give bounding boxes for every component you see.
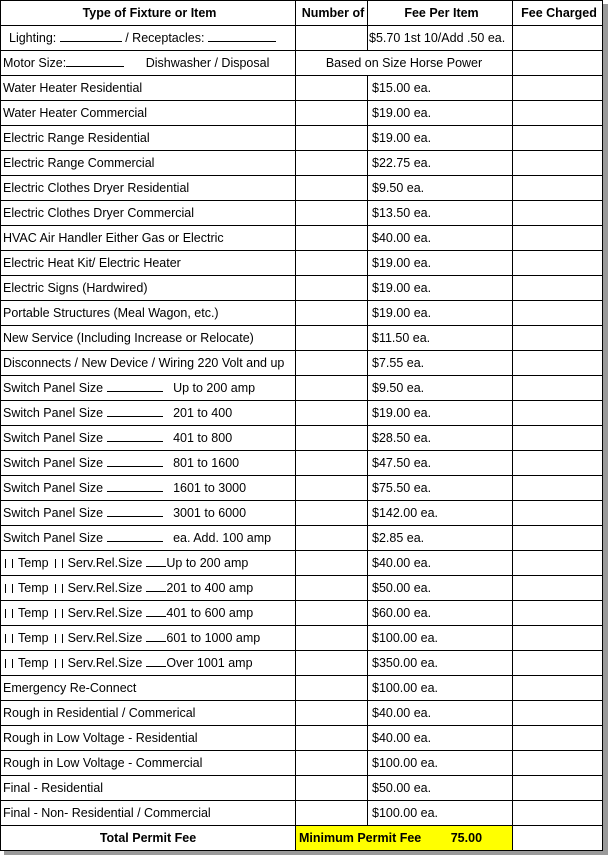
temp-checkbox[interactable] <box>5 609 13 618</box>
fee-charged-cell[interactable] <box>513 551 603 576</box>
fee-cell: $19.00 ea. <box>368 301 513 326</box>
fee-charged-cell[interactable] <box>513 526 603 551</box>
table-row <box>1 326 603 351</box>
lighting-label: Lighting: <box>9 31 57 45</box>
number-of-cell[interactable] <box>296 326 368 351</box>
fee-charged-cell[interactable] <box>513 226 603 251</box>
table-row <box>1 301 603 326</box>
number-of-cell[interactable] <box>296 26 368 51</box>
receptacles-label: / Receptacles: <box>125 31 205 45</box>
fee-cell: $19.00 ea. <box>368 251 513 276</box>
fee-cell: $19.00 ea. <box>368 101 513 126</box>
item-label: Water Heater Commercial <box>3 106 148 120</box>
serv-rel-checkbox[interactable] <box>55 609 63 618</box>
item-cell <box>1 401 296 426</box>
fee-charged-cell[interactable] <box>513 26 603 51</box>
fee-cell: $2.85 ea. <box>368 526 513 551</box>
temp-service-row <box>1 601 603 626</box>
switch-panel-label: Switch Panel Size <box>3 531 104 545</box>
number-of-cell[interactable] <box>296 776 368 801</box>
temp-checkbox[interactable] <box>5 634 13 643</box>
table-row <box>1 101 603 126</box>
table-row <box>1 76 603 101</box>
item-label: Emergency Re-Connect <box>3 681 137 695</box>
header-fee: Fee Per Item <box>368 1 513 26</box>
item-cell <box>1 476 296 501</box>
item-cell <box>1 551 296 576</box>
fee-cell: $60.00 ea. <box>368 601 513 626</box>
fee-charged-cell[interactable] <box>513 701 603 726</box>
fee-cell: $7.55 ea. <box>368 351 513 376</box>
number-of-cell[interactable] <box>296 301 368 326</box>
item-cell <box>1 526 296 551</box>
serv-rel-blank-field[interactable] <box>146 606 166 617</box>
number-of-cell[interactable] <box>296 601 368 626</box>
fee-cell: $15.00 ea. <box>368 76 513 101</box>
minimum-fee-label: Minimum Permit Fee <box>299 831 422 845</box>
temp-label: Temp <box>18 581 49 595</box>
lighting-cell <box>1 26 296 51</box>
fee-charged-cell[interactable] <box>513 476 603 501</box>
fee-cell: $19.00 ea. <box>368 401 513 426</box>
number-of-cell[interactable] <box>296 651 368 676</box>
switch-panel-range: 801 to 1600 <box>173 456 240 470</box>
temp-label: Temp <box>18 656 49 670</box>
serv-rel-blank-field[interactable] <box>146 656 166 667</box>
item-label: Rough in Low Voltage - Residential <box>3 731 198 745</box>
switch-panel-blank-field[interactable] <box>107 456 163 467</box>
number-of-cell[interactable] <box>296 526 368 551</box>
number-of-cell[interactable] <box>296 226 368 251</box>
item-cell <box>1 626 296 651</box>
item-cell <box>1 376 296 401</box>
fee-charged-cell[interactable] <box>513 401 603 426</box>
motor-cell <box>1 51 296 76</box>
fee-charged-cell[interactable] <box>513 726 603 751</box>
fee-cell: $100.00 ea. <box>368 626 513 651</box>
number-of-cell[interactable] <box>296 401 368 426</box>
total-permit-fee-label: Total Permit Fee <box>1 826 296 851</box>
temp-service-row <box>1 551 603 576</box>
fee-charged-cell[interactable] <box>513 576 603 601</box>
fee-charged-cell[interactable] <box>513 451 603 476</box>
fee-cell: $9.50 ea. <box>368 376 513 401</box>
temp-checkbox[interactable] <box>5 559 13 568</box>
switch-panel-row <box>1 501 603 526</box>
item-cell <box>1 276 296 301</box>
switch-panel-blank-field[interactable] <box>107 381 163 392</box>
item-label: Electric Range Commercial <box>3 156 155 170</box>
item-cell <box>1 751 296 776</box>
fee-cell: $11.50 ea. <box>368 326 513 351</box>
temp-label: Temp <box>18 631 49 645</box>
fee-charged-cell[interactable] <box>513 76 603 101</box>
table-row <box>1 676 603 701</box>
table-row <box>1 276 603 301</box>
switch-panel-blank-field[interactable] <box>107 406 163 417</box>
fee-charged-cell[interactable] <box>513 351 603 376</box>
item-cell <box>1 676 296 701</box>
fee-cell: $142.00 ea. <box>368 501 513 526</box>
number-of-cell[interactable] <box>296 251 368 276</box>
number-of-cell[interactable] <box>296 551 368 576</box>
fee-charged-cell[interactable] <box>513 776 603 801</box>
fee-cell: $100.00 ea. <box>368 801 513 826</box>
fee-charged-cell[interactable] <box>513 201 603 226</box>
item-label: Rough in Residential / Commerical <box>3 706 196 720</box>
item-label: Final - Residential <box>3 781 104 795</box>
fee-charged-cell[interactable] <box>513 751 603 776</box>
fee-cell: $40.00 ea. <box>368 551 513 576</box>
fee-cell: $100.00 ea. <box>368 676 513 701</box>
switch-panel-range: ea. Add. 100 amp <box>173 531 272 545</box>
number-of-cell[interactable] <box>296 426 368 451</box>
table-row <box>1 126 603 151</box>
switch-panel-label: Switch Panel Size <box>3 431 104 445</box>
number-of-cell[interactable] <box>296 351 368 376</box>
fee-cell: $40.00 ea. <box>368 726 513 751</box>
item-cell <box>1 201 296 226</box>
item-cell <box>1 701 296 726</box>
temp-label: Temp <box>18 606 49 620</box>
fee-cell: $22.75 ea. <box>368 151 513 176</box>
temp-service-row <box>1 651 603 676</box>
motor-row <box>1 51 603 76</box>
temp-checkbox[interactable] <box>5 659 13 668</box>
switch-panel-range: 401 to 800 <box>173 431 233 445</box>
item-cell <box>1 601 296 626</box>
serv-rel-size-label: Serv.Rel.Size <box>67 581 143 595</box>
serv-rel-size-label: Serv.Rel.Size <box>67 606 143 620</box>
number-of-cell[interactable] <box>296 101 368 126</box>
switch-panel-row <box>1 426 603 451</box>
number-of-cell[interactable] <box>296 201 368 226</box>
item-cell <box>1 351 296 376</box>
table-row <box>1 176 603 201</box>
serv-rel-blank-field[interactable] <box>146 631 166 642</box>
item-cell <box>1 801 296 826</box>
fee-charged-cell[interactable] <box>513 126 603 151</box>
fee-charged-cell[interactable] <box>513 151 603 176</box>
item-cell <box>1 726 296 751</box>
fee-charged-cell[interactable] <box>513 101 603 126</box>
fee-cell: $40.00 ea. <box>368 226 513 251</box>
number-of-cell[interactable] <box>296 576 368 601</box>
table-row <box>1 701 603 726</box>
switch-panel-range: Up to 200 amp <box>173 381 256 395</box>
lighting-blank-field[interactable] <box>60 31 122 42</box>
serv-rel-range: Over 1001 amp <box>166 656 253 670</box>
total-row <box>1 826 603 851</box>
item-label: Electric Clothes Dryer Residential <box>3 181 190 195</box>
temp-checkbox[interactable] <box>5 584 13 593</box>
number-of-cell[interactable] <box>296 76 368 101</box>
switch-panel-row <box>1 476 603 501</box>
serv-rel-size-label: Serv.Rel.Size <box>67 656 143 670</box>
serv-rel-range: 601 to 1000 amp <box>166 631 261 645</box>
fee-cell: $28.50 ea. <box>368 426 513 451</box>
number-of-cell[interactable] <box>296 626 368 651</box>
item-label: Final - Non- Residential / Commercial <box>3 806 211 820</box>
item-cell <box>1 326 296 351</box>
item-cell <box>1 126 296 151</box>
temp-service-row <box>1 626 603 651</box>
fee-charged-cell[interactable] <box>513 626 603 651</box>
item-cell <box>1 176 296 201</box>
fee-charged-cell[interactable] <box>513 501 603 526</box>
serv-rel-blank-field[interactable] <box>146 556 166 567</box>
header-type: Type of Fixture or Item <box>1 1 296 26</box>
switch-panel-blank-field[interactable] <box>107 481 163 492</box>
fee-cell: $19.00 ea. <box>368 276 513 301</box>
item-cell <box>1 576 296 601</box>
number-of-cell[interactable] <box>296 501 368 526</box>
table-row <box>1 801 603 826</box>
switch-panel-range: 201 to 400 <box>173 406 233 420</box>
item-cell <box>1 776 296 801</box>
fee-charged-cell[interactable] <box>513 51 603 76</box>
lighting-row <box>1 26 603 51</box>
switch-panel-label: Switch Panel Size <box>3 506 104 520</box>
item-cell <box>1 501 296 526</box>
number-of-cell[interactable] <box>296 801 368 826</box>
serv-rel-range: 201 to 400 amp <box>166 581 254 595</box>
switch-panel-label: Switch Panel Size <box>3 406 104 420</box>
minimum-fee-value: 75.00 <box>450 831 483 845</box>
switch-panel-row <box>1 526 603 551</box>
item-label: Electric Clothes Dryer Commercial <box>3 206 195 220</box>
fee-charged-cell[interactable] <box>513 176 603 201</box>
fee-cell: $13.50 ea. <box>368 201 513 226</box>
dishwasher-label: Dishwasher / Disposal <box>145 56 270 70</box>
fee-charged-cell[interactable] <box>513 276 603 301</box>
item-cell <box>1 426 296 451</box>
receptacles-blank-field[interactable] <box>208 31 276 42</box>
temp-label: Temp <box>18 556 49 570</box>
item-cell <box>1 76 296 101</box>
item-label: New Service (Including Increase or Relocate) <box>3 331 254 345</box>
header-charged: Fee Charged <box>513 1 603 26</box>
number-of-cell[interactable] <box>296 126 368 151</box>
number-of-cell[interactable] <box>296 701 368 726</box>
fee-cell: $47.50 ea. <box>368 451 513 476</box>
header-number: Number of <box>296 1 368 26</box>
item-cell <box>1 226 296 251</box>
table-row <box>1 776 603 801</box>
fee-cell: $350.00 ea. <box>368 651 513 676</box>
minimum-permit-fee <box>296 826 513 851</box>
fee-charged-cell[interactable] <box>513 251 603 276</box>
switch-panel-label: Switch Panel Size <box>3 381 104 395</box>
fee-charged-cell[interactable] <box>513 426 603 451</box>
number-of-cell[interactable] <box>296 751 368 776</box>
fee-charged-cell[interactable] <box>513 601 603 626</box>
number-of-cell[interactable] <box>296 276 368 301</box>
table-row <box>1 201 603 226</box>
item-label: Electric Range Residential <box>3 131 150 145</box>
serv-rel-checkbox[interactable] <box>55 584 63 593</box>
item-label: Portable Structures (Meal Wagon, etc.) <box>3 306 219 320</box>
fee-cell: $75.50 ea. <box>368 476 513 501</box>
table-row <box>1 751 603 776</box>
table-row <box>1 351 603 376</box>
fee-cell: $50.00 ea. <box>368 776 513 801</box>
switch-panel-blank-field[interactable] <box>107 431 163 442</box>
item-cell <box>1 451 296 476</box>
number-of-cell[interactable] <box>296 476 368 501</box>
serv-rel-size-label: Serv.Rel.Size <box>67 556 143 570</box>
fee-charged-cell[interactable] <box>513 651 603 676</box>
fee-cell: $40.00 ea. <box>368 701 513 726</box>
switch-panel-label: Switch Panel Size <box>3 481 104 495</box>
switch-panel-row <box>1 401 603 426</box>
fee-cell: $5.70 1st 10/Add .50 ea. <box>368 26 513 51</box>
table-row <box>1 251 603 276</box>
item-label: Electric Heat Kit/ Electric Heater <box>3 256 181 270</box>
serv-rel-checkbox[interactable] <box>55 634 63 643</box>
temp-service-row <box>1 576 603 601</box>
serv-rel-checkbox[interactable] <box>55 559 63 568</box>
item-cell <box>1 251 296 276</box>
serv-rel-blank-field[interactable] <box>146 581 166 592</box>
switch-panel-row <box>1 376 603 401</box>
item-label: Electric Signs (Hardwired) <box>3 281 148 295</box>
switch-panel-blank-field[interactable] <box>107 506 163 517</box>
serv-rel-range: 401 to 600 amp <box>166 606 254 620</box>
motor-fee-cell: Based on Size Horse Power <box>296 51 513 76</box>
fee-charged-cell[interactable] <box>513 301 603 326</box>
switch-panel-label: Switch Panel Size <box>3 456 104 470</box>
item-cell <box>1 651 296 676</box>
table-row <box>1 226 603 251</box>
fee-charged-cell[interactable] <box>513 676 603 701</box>
page-shadow-bottom <box>4 851 608 855</box>
item-cell <box>1 151 296 176</box>
total-fee-charged-cell[interactable] <box>513 826 603 851</box>
item-label: Rough in Low Voltage - Commercial <box>3 756 203 770</box>
fee-charged-cell[interactable] <box>513 326 603 351</box>
serv-rel-checkbox[interactable] <box>55 659 63 668</box>
table-row <box>1 726 603 751</box>
item-label: Disconnects / New Device / Wiring 220 Volt and up <box>3 356 285 370</box>
number-of-cell[interactable] <box>296 376 368 401</box>
number-of-cell[interactable] <box>296 676 368 701</box>
item-label: Water Heater Residential <box>3 81 143 95</box>
fee-cell: $9.50 ea. <box>368 176 513 201</box>
item-label: HVAC Air Handler Either Gas or Electric <box>3 231 224 245</box>
number-of-cell[interactable] <box>296 151 368 176</box>
fee-cell: $50.00 ea. <box>368 576 513 601</box>
switch-panel-range: 3001 to 6000 <box>173 506 247 520</box>
motor-size-blank-field[interactable] <box>66 56 124 67</box>
header-row <box>1 1 603 26</box>
switch-panel-blank-field[interactable] <box>107 531 163 542</box>
table-row <box>1 151 603 176</box>
fee-charged-cell[interactable] <box>513 801 603 826</box>
number-of-cell[interactable] <box>296 451 368 476</box>
fee-cell: $100.00 ea. <box>368 751 513 776</box>
item-cell <box>1 101 296 126</box>
serv-rel-range: Up to 200 amp <box>166 556 249 570</box>
number-of-cell[interactable] <box>296 726 368 751</box>
fee-cell: $19.00 ea. <box>368 126 513 151</box>
item-cell <box>1 301 296 326</box>
switch-panel-range: 1601 to 3000 <box>173 481 247 495</box>
serv-rel-size-label: Serv.Rel.Size <box>67 631 143 645</box>
number-of-cell[interactable] <box>296 176 368 201</box>
fee-charged-cell[interactable] <box>513 376 603 401</box>
motor-size-label: Motor Size: <box>3 56 67 70</box>
switch-panel-row <box>1 451 603 476</box>
